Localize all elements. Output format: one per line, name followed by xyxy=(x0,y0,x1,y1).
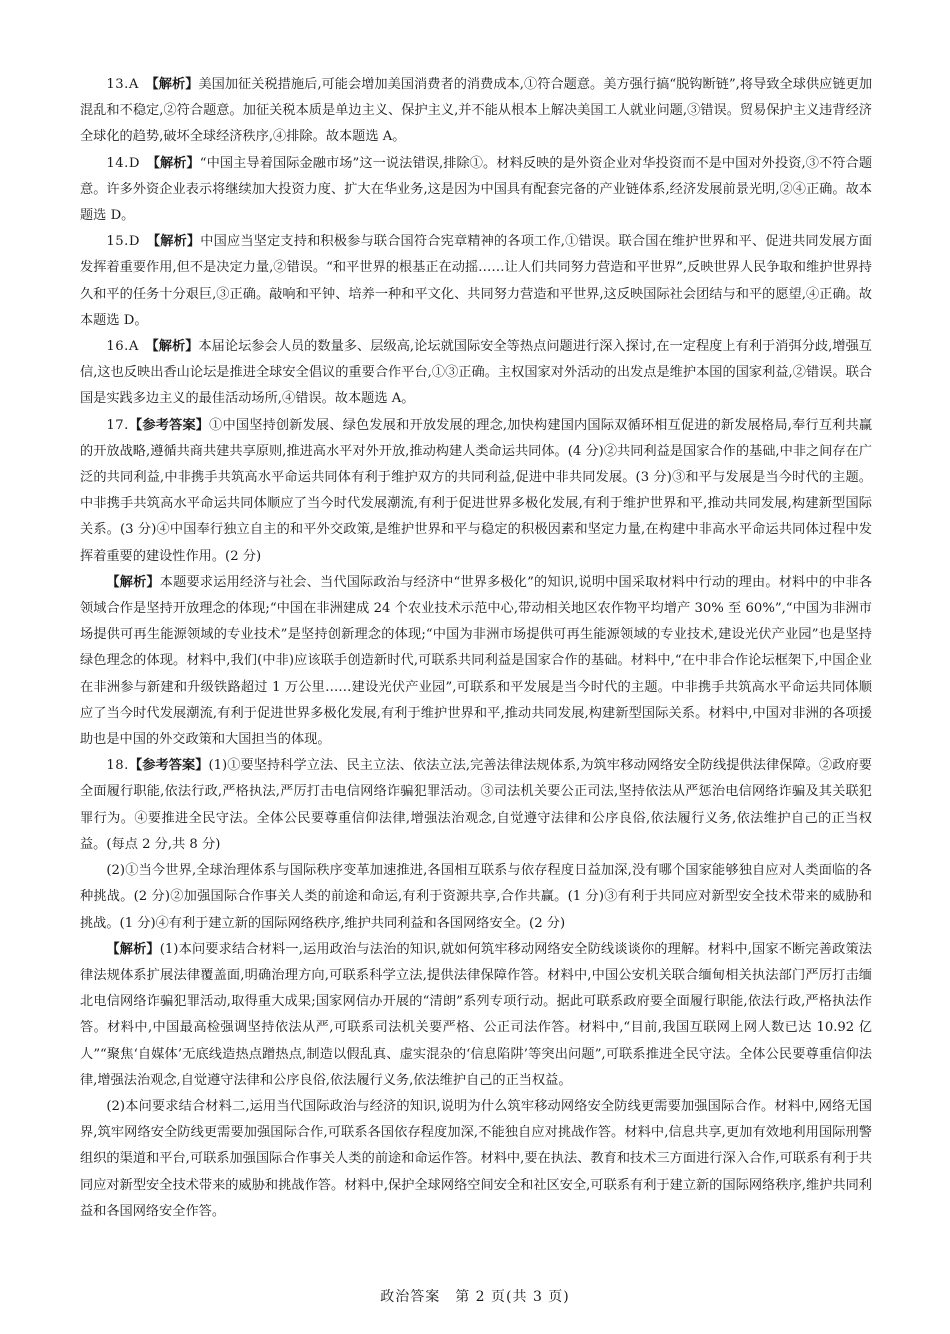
answer-18-reference-1 xyxy=(80,753,872,858)
question-number: 17. xyxy=(106,417,129,433)
answer-13 xyxy=(80,72,872,151)
reference-answer-tag: 【参考答案】 xyxy=(128,758,209,774)
answer-text: “中国主导着国际金融市场”这一说法错误,排除①。材料反映的是外资企业对华投资而不是中国对外投资,③不符合题意。许多外资企业表示将继续加大投资力度、扩大在华业务,这是因为中国具有配套完备的产业链体系,经济发展前景光明,②④正确。故本题选 D。 xyxy=(80,155,873,224)
reference-answer-tag: 【参考答案】 xyxy=(128,417,210,433)
answer-content xyxy=(80,72,872,1225)
answer-18-analysis-1 xyxy=(80,937,872,1094)
analysis-tag: 【解析】 xyxy=(152,339,199,355)
answer-text: 本届论坛参会人员的数量多、层级高,论坛就国际安全等热点问题进行深入探讨,在一定程度上有利于消弭分歧,增强互信,这也反映出香山论坛是推进全球安全倡议的重要合作平台,①③正确。主权国家对外活动的出发点是维护本国的国家利益,②错误。联合国是实践多边主义的最佳活动场所,④错误。故本题选 A。 xyxy=(80,339,872,407)
analysis-tag: 【解析】 xyxy=(106,941,160,957)
answer-letter: D xyxy=(128,155,140,171)
answer-15 xyxy=(80,229,872,334)
answer-text: 美国加征关税措施后,可能会增加美国消费者的消费成本,①符合题意。美方强行搞“脱钩断链”,将导致全球供应链更加混乱和不稳定,②符合题意。加征关税本质是单边主义、保护主义,并不能从根本上解决美国工人就业问题,③错误。贸易保护主义违背经济全球化的趋势,破坏全球经济秩序,④排除。故本题选 A。 xyxy=(80,77,873,145)
answer-16 xyxy=(80,334,872,413)
question-number: 18. xyxy=(106,758,129,774)
question-number: 13. xyxy=(106,77,129,92)
question-number: 16. xyxy=(106,339,129,355)
answer-17-reference xyxy=(80,413,872,570)
answer-text: (2)本问要求结合材料二,运用当代国际政治与经济的知识,说明为什么筑牢移动网络安全防线更需要加强国际合作。材料中,网络无国界,筑牢网络安全防线更需要加强国际合作,可联系各国依存程度加深,不能独自应对挑战作答。材料中,信息共享,更加有效地利用国际刑警组织的渠道和平台,可联系加强国际合作事关人类的前途和命运作答。材料中,要在执法、教育和技术三方面进行深入合作,可联系有利于共同应对新型安全技术带来的威胁和挑战作答。材料中,保护全球网络空间安全和社区安全,可联系有利于建立新的国际网络秩序,维护共同利益和各国网络安全作答。 xyxy=(80,1098,872,1219)
answer-letter: D xyxy=(128,234,140,250)
analysis-tag: 【解析】 xyxy=(153,234,201,250)
answer-letter: A xyxy=(128,77,139,92)
analysis-tag: 【解析】 xyxy=(106,574,160,590)
answer-letter: A xyxy=(128,339,139,355)
answer-text: (1)①要坚持科学立法、民主立法、依法立法,完善法律法规体系,为筑牢移动网络安全防线提供法律保障。②政府要全面履行职能,依法行政,严格执法,严厉打击电信网络诈骗犯罪活动。③司法机关要公正司法,坚持依法从严惩治电信网络诈骗及其关联犯罪行为。④要推进全民守法。全体公民要尊重信仰法律,增强法治观念,自觉遵守法律和公序良俗,依法履行义务,依法维护自己的正当权益。(每点 2 分,共 8 分) xyxy=(80,758,872,852)
answer-text: 本题要求运用经济与社会、当代国际政治与经济中“世界多极化”的知识,说明中国采取材料中行动的理由。材料中的中非各领域合作是坚持开放理念的体现;“中国在非洲建成 24 个农业技术示范中心,带动相关地区农作物平均增产 30% 至 60%”,“中国为非洲市场提供可再生能源领域的专业技术”是坚持创新理念的体现;“中国为非洲市场提供可再生能源领域的专业技术,建设光伏产业园”也是坚持绿色理念的体现。材料中,我们(中非)应该联手创造新时代,可联系共同利益是国家合作的基础。材料中,“在中非合作论坛框架下,中国企业在非洲参与新建和升级铁路超过 1 万公里……建设光伏产业园”,可联系和平发展是当今时代的主题。中非携手共筑高水平命运共同体顺应了当今时代发展潮流,有利于促进世界多极化发展,有利于维护世界和平,推动共同发展,构建新型国际关系。材料中,中国对非洲的各项援助也是中国的外交政策和大国担当的体现。 xyxy=(80,574,873,748)
answer-text: 中国应当坚定支持和积极参与联合国符合宪章精神的各项工作,①错误。联合国在维护世界和平、促进共同发展方面发挥着重要作用,但不是决定力量,②错误。“和平世界的根基正在动摇……让人们共同努力营造和平世界”,反映世界人民争取和维护世界持久和平的任务十分艰巨,③正确。敲响和平钟、培养一种和平文化、共同努力营造和平世界,这反映国际社会团结与和平的愿望,④正确。故本题选 D。 xyxy=(80,234,873,328)
analysis-tag: 【解析】 xyxy=(152,77,199,92)
question-number: 15. xyxy=(106,234,129,250)
answer-text: ①中国坚持创新发展、绿色发展和开放发展的理念,加快构建国内国际双循环相互促进的新发展格局,奉行互利共赢的开放战略,遵循共商共建共享原则,推进高水平对外开放,推动构建人类命运共同体。(4 分)②共同利益是国家合作的基础,中非之间存在广泛的共同利益,中非携手共筑高水平命运共同体有利于维护双方的共同利益,促进中非共同发展。(3 分)③和平与发展是当今时代的主题。中非携手共筑高水平命运共同体顺应了当今时代发展潮流,有利于促进世界多极化发展,有利于维护世界和平,推动共同发展,构建新型国际关系。(3 分)④中国奉行独立自主的和平外交政策,是维护世界和平与稳定的积极因素和坚定力量,在构建中非高水平命运共同体过程中发挥着重要的建设性作用。(2 分) xyxy=(80,417,873,564)
answer-18-reference-2 xyxy=(80,858,872,937)
answer-text: (1)本问要求结合材料一,运用政治与法治的知识,就如何筑牢移动网络安全防线谈谈你的理解。材料中,国家不断完善政策法律法规体系扩展法律覆盖面,明确治理方向,可联系科学立法,提供法律保障作答。材料中,中国公安机关联合缅甸相关执法部门严厉打击缅北电信网络诈骗犯罪活动,取得重大成果;国家网信办开展的“清朗”系列专项行动。据此可联系政府要全面履行职能,依法行政,严格执法作答。材料中,中国最高检强调坚持依法从严,可联系司法机关要严格、公正司法作答。材料中,“目前,我国互联网上网人数已达 10.92 亿人”“聚焦‘自媒体’无底线造热点蹭热点,制造以假乱真、虚实混杂的‘信息陷阱’等突出问题”,可联系推进全民守法。全体公民要尊重信仰法律,增强法治观念,自觉遵守法律和公序良俗,依法履行义务,依法维护自己的正当权益。 xyxy=(80,941,872,1088)
answer-18-analysis-2 xyxy=(80,1094,872,1225)
answer-17-analysis xyxy=(80,570,872,753)
analysis-tag: 【解析】 xyxy=(153,155,200,171)
answer-14 xyxy=(80,151,872,230)
question-number: 14. xyxy=(106,155,129,171)
answer-text: (2)①当今世界,全球治理体系与国际秩序变革加速推进,各国相互联系与依存程度日益加深,没有哪个国家能够独自应对人类面临的各种挑战。(2 分)②加强国际合作事关人类的前途和命运,有利于资源共享,合作共赢。(1 分)③有利于共同应对新型安全技术带来的威胁和挑战。(1 分)④有利于建立新的国际网络秩序,维护共同利益和各国网络安全。(2 分) xyxy=(80,863,872,931)
page-footer: 政治答案 第 2 页(共 3 页) xyxy=(380,1289,570,1305)
